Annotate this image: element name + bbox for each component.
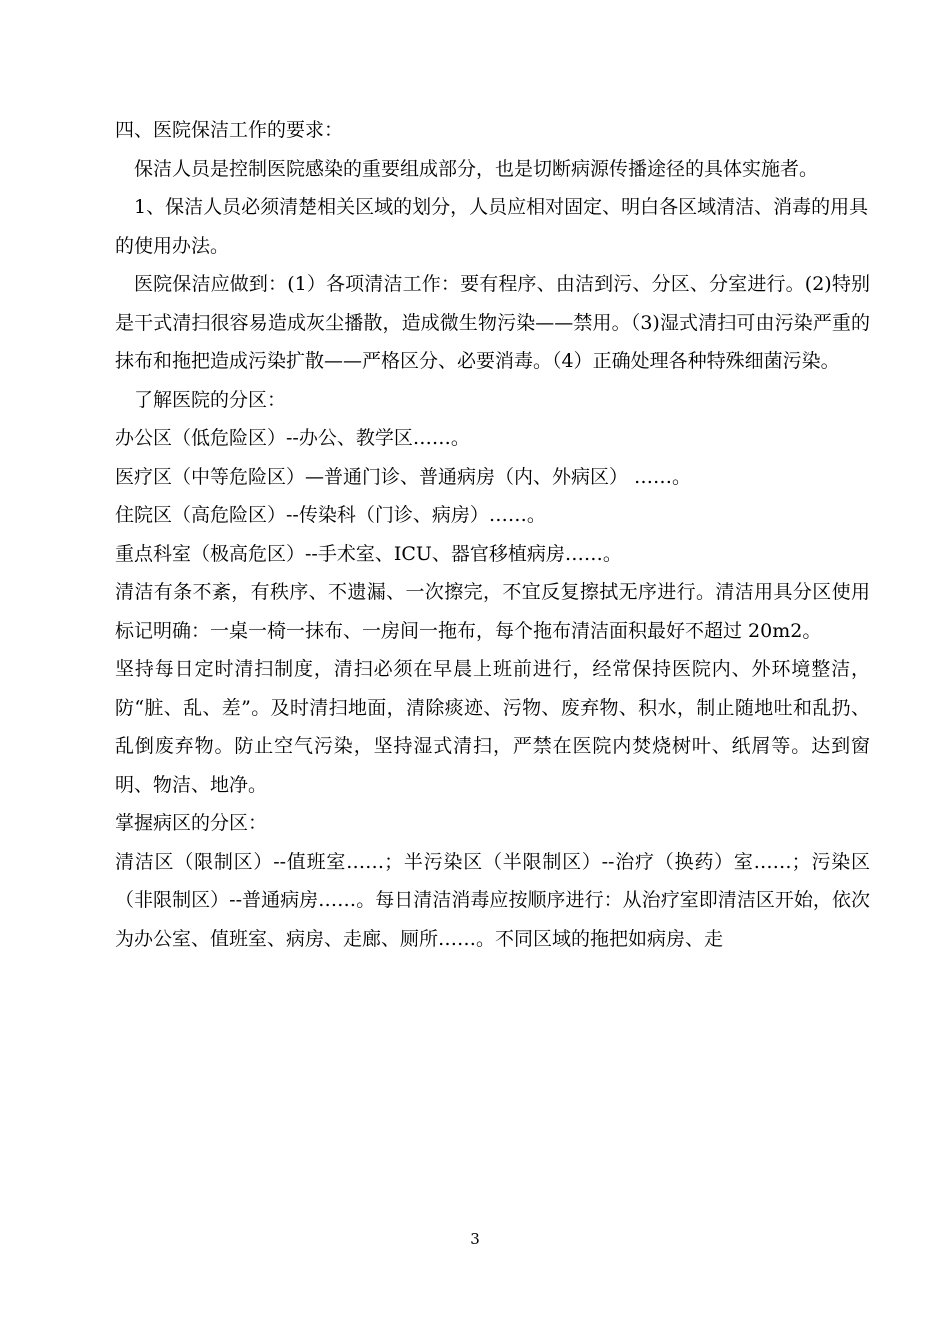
paragraph: 清洁区（限制区）--值班室……；半污染区（半限制区）--治疗（换药）室……；污染区（非限制区）--普通病房……。每日清洁消毒应按顺序进行：从治疗室即清洁区开始，依次为办公室、值班室、病房、走廊、厕所……。不同区域的拖把如病房、走	[115, 850, 870, 950]
paragraph: 清洁有条不紊，有秩序、不遗漏、一次擦完，不宜反复擦拭无序进行。清洁用具分区使用标记明确：一桌一椅一抹布、一房间一拖布，每个拖布清洁面积最好不超过 20m2。	[115, 581, 870, 642]
page-number: 3	[470, 1230, 480, 1248]
list-item: 住院区（高危险区）--传染科（门诊、病房）……。	[115, 504, 546, 526]
paragraph: 了解医院的分区：	[134, 388, 287, 411]
list-item: 办公区（低危险区）--办公、教学区……。	[115, 427, 470, 449]
paragraph: 掌握病区的分区：	[115, 812, 268, 834]
list-item: 重点科室（极高危区）--手术室、ICU、器官移植病房……。	[115, 542, 622, 565]
paragraph: 坚持每日定时清扫制度，清扫必须在早晨上班前进行，经常保持医院内、外环境整洁，防“脏、乱、差”。及时清扫地面，清除痰迹、污物、废弃物、积水，制止随地吐和乱扔、乱倒废弃物。防止空气污染，坚持湿式清扫，严禁在医院内焚烧树叶、纸屑等。达到窗明、物洁、地净。	[115, 658, 870, 796]
paragraph: 保洁人员是控制医院感染的重要组成部分，也是切断病源传播途径的具体实施者。	[134, 157, 819, 180]
list-item: 医疗区（中等危险区）—普通门诊、普通病房（内、外病区） ……。	[115, 465, 692, 488]
paragraph: 1、保洁人员必须清楚相关区域的划分，人员应相对固定、明白各区域清洁、消毒的用具	[134, 196, 869, 218]
document-body	[115, 111, 870, 958]
paragraph: 的使用办法。	[115, 234, 230, 257]
paragraph: 医院保洁应做到：(1）各项清洁工作：要有程序、由洁到污、分区、分室进行。(2)特别是干式清扫很容易造成灰尘播散，造成微生物污染——禁用。（3)湿式清扫可由污染严重的抹布和拖把造成污染扩散——严格区分、必要消毒。（4）正确处理各种特殊细菌污染。	[115, 273, 870, 372]
section-heading: 四、医院保洁工作的要求：	[115, 119, 344, 141]
